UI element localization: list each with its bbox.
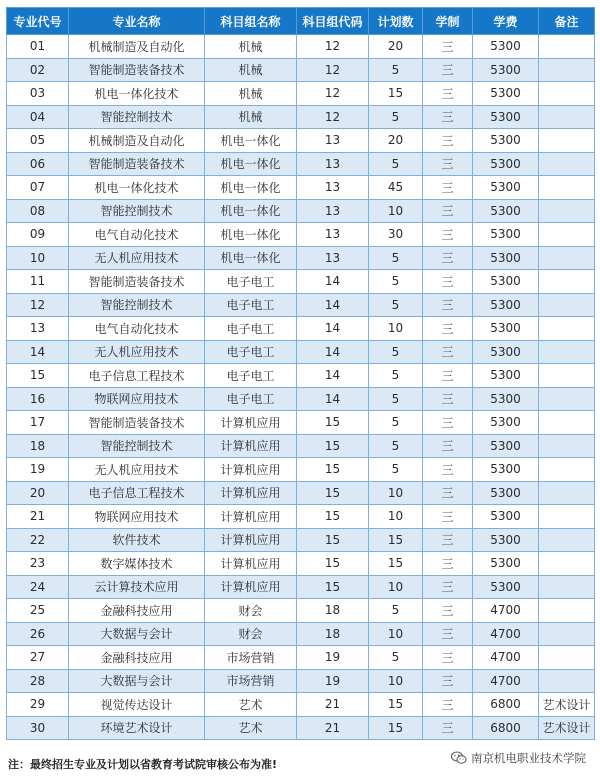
table-row [7,458,595,482]
subject-group-name-cell: 机械 [205,105,297,129]
plan-count-cell: 5 [369,434,423,458]
table-row [7,105,595,129]
remark-cell [539,58,595,82]
plan-count-cell: 5 [369,105,423,129]
study-years-cell: 三 [423,481,473,505]
remark-cell [539,622,595,646]
plan-count-cell: 15 [369,552,423,576]
subject-group-code-cell: 14 [297,387,369,411]
tuition-cell: 5300 [473,411,539,435]
tuition-cell: 5300 [473,575,539,599]
major-name-cell: 机械制造及自动化 [69,35,205,59]
major-code-cell: 11 [7,270,69,294]
major-name-cell: 智能控制技术 [69,293,205,317]
study-years-cell: 三 [423,646,473,670]
tuition-cell: 5300 [473,246,539,270]
subject-group-code-cell: 12 [297,105,369,129]
study-years-cell: 三 [423,458,473,482]
plan-count-cell: 20 [369,35,423,59]
table-row [7,176,595,200]
remark-cell [539,199,595,223]
table-row [7,82,595,106]
tuition-cell: 4700 [473,599,539,623]
major-name-cell: 金融科技应用 [69,646,205,670]
tuition-cell: 5300 [473,223,539,247]
subject-group-name-cell: 计算机应用 [205,481,297,505]
subject-group-code-cell: 15 [297,411,369,435]
plan-count-cell: 5 [369,340,423,364]
major-code-cell: 30 [7,716,69,740]
major-name-cell: 电子信息工程技术 [69,481,205,505]
major-name-cell: 智能控制技术 [69,105,205,129]
tuition-cell: 6800 [473,693,539,717]
table-row [7,270,595,294]
remark-cell [539,669,595,693]
major-code-cell: 02 [7,58,69,82]
table-row [7,716,595,740]
major-code-cell: 13 [7,317,69,341]
remark-cell: 艺术设计 [539,716,595,740]
study-years-cell: 三 [423,270,473,294]
tuition-cell: 4700 [473,669,539,693]
major-code-cell: 14 [7,340,69,364]
plan-count-cell: 20 [369,129,423,153]
major-name-cell: 机电一体化技术 [69,176,205,200]
plan-count-cell: 5 [369,293,423,317]
remark-cell [539,599,595,623]
major-name-cell: 金融科技应用 [69,599,205,623]
major-code-cell: 19 [7,458,69,482]
table-row [7,693,595,717]
table-row [7,646,595,670]
tuition-cell: 5300 [473,152,539,176]
subject-group-code-cell: 12 [297,58,369,82]
remark-cell [539,646,595,670]
study-years-cell: 三 [423,387,473,411]
table-row [7,434,595,458]
column-header: 备注 [539,8,595,35]
major-code-cell: 10 [7,246,69,270]
major-code-cell: 22 [7,528,69,552]
remark-cell [539,434,595,458]
subject-group-name-cell: 计算机应用 [205,505,297,529]
tuition-cell: 5300 [473,35,539,59]
plan-count-cell: 45 [369,176,423,200]
major-code-cell: 24 [7,575,69,599]
subject-group-name-cell: 电子电工 [205,293,297,317]
subject-group-name-cell: 机电一体化 [205,246,297,270]
remark-cell [539,505,595,529]
plan-count-cell: 5 [369,152,423,176]
subject-group-code-cell: 12 [297,35,369,59]
plan-count-cell: 10 [369,199,423,223]
column-header: 专业代号 [7,8,69,35]
wechat-icon [451,751,467,765]
table-row [7,223,595,247]
tuition-cell: 5300 [473,505,539,529]
major-name-cell: 电气自动化技术 [69,223,205,247]
study-years-cell: 三 [423,434,473,458]
major-name-cell: 无人机应用技术 [69,246,205,270]
subject-group-code-cell: 21 [297,693,369,717]
major-name-cell: 电子信息工程技术 [69,364,205,388]
study-years-cell: 三 [423,35,473,59]
tuition-cell: 5300 [473,364,539,388]
column-header: 学制 [423,8,473,35]
column-header: 科目组代码 [297,8,369,35]
study-years-cell: 三 [423,199,473,223]
study-years-cell: 三 [423,82,473,106]
remark-cell: 艺术设计 [539,693,595,717]
major-name-cell: 智能制造装备技术 [69,58,205,82]
study-years-cell: 三 [423,129,473,153]
subject-group-name-cell: 机械 [205,58,297,82]
column-header: 学费 [473,8,539,35]
subject-group-code-cell: 15 [297,552,369,576]
study-years-cell: 三 [423,176,473,200]
table-row [7,552,595,576]
remark-cell [539,575,595,599]
subject-group-name-cell: 计算机应用 [205,411,297,435]
column-header: 科目组名称 [205,8,297,35]
tuition-cell: 6800 [473,716,539,740]
major-name-cell: 智能制造装备技术 [69,270,205,294]
major-name-cell: 无人机应用技术 [69,458,205,482]
major-code-cell: 23 [7,552,69,576]
plan-count-cell: 10 [369,317,423,341]
table-row [7,152,595,176]
plan-count-cell: 15 [369,716,423,740]
major-name-cell: 无人机应用技术 [69,340,205,364]
remark-cell [539,552,595,576]
subject-group-code-cell: 18 [297,599,369,623]
subject-group-code-cell: 13 [297,176,369,200]
column-header: 专业名称 [69,8,205,35]
major-name-cell: 电气自动化技术 [69,317,205,341]
remark-cell [539,340,595,364]
subject-group-code-cell: 13 [297,129,369,153]
subject-group-code-cell: 15 [297,575,369,599]
subject-group-name-cell: 市场营销 [205,646,297,670]
subject-group-code-cell: 15 [297,505,369,529]
plan-count-cell: 10 [369,505,423,529]
subject-group-name-cell: 电子电工 [205,387,297,411]
plan-count-cell: 5 [369,458,423,482]
major-code-cell: 07 [7,176,69,200]
subject-group-name-cell: 机械 [205,82,297,106]
plan-count-cell: 10 [369,481,423,505]
subject-group-name-cell: 计算机应用 [205,552,297,576]
major-code-cell: 04 [7,105,69,129]
major-code-cell: 09 [7,223,69,247]
table-row [7,481,595,505]
table-row [7,58,595,82]
subject-group-code-cell: 13 [297,246,369,270]
plan-count-cell: 5 [369,599,423,623]
table-row [7,387,595,411]
major-code-cell: 15 [7,364,69,388]
study-years-cell: 三 [423,411,473,435]
major-name-cell: 视觉传达设计 [69,693,205,717]
major-code-cell: 01 [7,35,69,59]
major-name-cell: 物联网应用技术 [69,387,205,411]
subject-group-name-cell: 电子电工 [205,317,297,341]
study-years-cell: 三 [423,246,473,270]
subject-group-code-cell: 14 [297,270,369,294]
subject-group-name-cell: 市场营销 [205,669,297,693]
subject-group-name-cell: 机电一体化 [205,223,297,247]
remark-cell [539,246,595,270]
tuition-cell: 4700 [473,646,539,670]
study-years-cell: 三 [423,152,473,176]
study-years-cell: 三 [423,58,473,82]
major-name-cell: 云计算技术应用 [69,575,205,599]
subject-group-code-cell: 15 [297,528,369,552]
study-years-cell: 三 [423,505,473,529]
subject-group-name-cell: 电子电工 [205,270,297,294]
footnote: 注：最终招生专业及计划以省教育考试院审核公布为准! [8,758,278,771]
tuition-cell: 5300 [473,270,539,294]
tuition-cell: 5300 [473,82,539,106]
subject-group-name-cell: 机电一体化 [205,199,297,223]
major-name-cell: 智能控制技术 [69,434,205,458]
major-code-cell: 06 [7,152,69,176]
subject-group-code-cell: 19 [297,669,369,693]
remark-cell [539,152,595,176]
major-code-cell: 16 [7,387,69,411]
major-code-cell: 26 [7,622,69,646]
table-row [7,622,595,646]
remark-cell [539,82,595,106]
subject-group-code-cell: 21 [297,716,369,740]
plan-count-cell: 10 [369,669,423,693]
major-name-cell: 机械制造及自动化 [69,129,205,153]
table-header-row [7,8,595,35]
remark-cell [539,458,595,482]
tuition-cell: 5300 [473,293,539,317]
subject-group-name-cell: 艺术 [205,693,297,717]
plan-count-cell: 15 [369,693,423,717]
tuition-cell: 5300 [473,481,539,505]
table-row [7,411,595,435]
major-code-cell: 21 [7,505,69,529]
table-row [7,317,595,341]
remark-cell [539,293,595,317]
study-years-cell: 三 [423,575,473,599]
subject-group-name-cell: 电子电工 [205,364,297,388]
tuition-cell: 5300 [473,129,539,153]
major-name-cell: 机电一体化技术 [69,82,205,106]
table-row [7,340,595,364]
subject-group-code-cell: 15 [297,481,369,505]
table-row [7,129,595,153]
study-years-cell: 三 [423,340,473,364]
remark-cell [539,105,595,129]
major-name-cell: 智能制造装备技术 [69,152,205,176]
subject-group-name-cell: 计算机应用 [205,434,297,458]
plan-count-cell: 5 [369,646,423,670]
subject-group-name-cell: 电子电工 [205,340,297,364]
study-years-cell: 三 [423,599,473,623]
subject-group-name-cell: 财会 [205,599,297,623]
subject-group-code-cell: 14 [297,293,369,317]
plan-count-cell: 15 [369,82,423,106]
tuition-cell: 5300 [473,176,539,200]
watermark [451,750,586,766]
major-code-cell: 03 [7,82,69,106]
plan-count-cell: 5 [369,411,423,435]
remark-cell [539,481,595,505]
study-years-cell: 三 [423,528,473,552]
major-name-cell: 物联网应用技术 [69,505,205,529]
tuition-cell: 4700 [473,622,539,646]
study-years-cell: 三 [423,223,473,247]
subject-group-code-cell: 14 [297,317,369,341]
plan-count-cell: 5 [369,387,423,411]
subject-group-code-cell: 15 [297,434,369,458]
tuition-cell: 5300 [473,199,539,223]
table-row [7,199,595,223]
major-name-cell: 智能控制技术 [69,199,205,223]
subject-group-code-cell: 13 [297,152,369,176]
plan-count-cell: 30 [369,223,423,247]
remark-cell [539,364,595,388]
tuition-cell: 5300 [473,458,539,482]
subject-group-name-cell: 计算机应用 [205,528,297,552]
study-years-cell: 三 [423,317,473,341]
plan-count-cell: 10 [369,575,423,599]
major-code-cell: 28 [7,669,69,693]
table-row [7,669,595,693]
tuition-cell: 5300 [473,340,539,364]
tuition-cell: 5300 [473,387,539,411]
enrollment-table-container [6,7,594,740]
major-name-cell: 环境艺术设计 [69,716,205,740]
table-row [7,575,595,599]
major-name-cell: 大数据与会计 [69,669,205,693]
major-name-cell: 大数据与会计 [69,622,205,646]
plan-count-cell: 5 [369,58,423,82]
study-years-cell: 三 [423,552,473,576]
plan-count-cell: 15 [369,528,423,552]
study-years-cell: 三 [423,716,473,740]
study-years-cell: 三 [423,669,473,693]
table-row [7,293,595,317]
major-name-cell: 软件技术 [69,528,205,552]
subject-group-name-cell: 机电一体化 [205,152,297,176]
tuition-cell: 5300 [473,434,539,458]
table-row [7,599,595,623]
study-years-cell: 三 [423,622,473,646]
major-code-cell: 08 [7,199,69,223]
remark-cell [539,528,595,552]
major-code-cell: 27 [7,646,69,670]
column-header: 计划数 [369,8,423,35]
remark-cell [539,223,595,247]
watermark-text: 南京机电职业技术学院 [471,751,586,765]
plan-count-cell: 5 [369,364,423,388]
plan-count-cell: 5 [369,246,423,270]
major-code-cell: 18 [7,434,69,458]
subject-group-name-cell: 艺术 [205,716,297,740]
major-code-cell: 12 [7,293,69,317]
subject-group-code-cell: 12 [297,82,369,106]
study-years-cell: 三 [423,693,473,717]
subject-group-code-cell: 13 [297,199,369,223]
study-years-cell: 三 [423,293,473,317]
table-row [7,35,595,59]
table-row [7,528,595,552]
major-name-cell: 智能制造装备技术 [69,411,205,435]
subject-group-name-cell: 计算机应用 [205,458,297,482]
plan-count-cell: 10 [369,622,423,646]
subject-group-code-cell: 15 [297,458,369,482]
tuition-cell: 5300 [473,528,539,552]
subject-group-code-cell: 18 [297,622,369,646]
remark-cell [539,411,595,435]
major-name-cell: 数字媒体技术 [69,552,205,576]
table-body [7,35,595,740]
table-row [7,505,595,529]
subject-group-code-cell: 19 [297,646,369,670]
subject-group-name-cell: 财会 [205,622,297,646]
subject-group-code-cell: 14 [297,364,369,388]
subject-group-name-cell: 机电一体化 [205,129,297,153]
subject-group-name-cell: 机械 [205,35,297,59]
study-years-cell: 三 [423,105,473,129]
major-code-cell: 20 [7,481,69,505]
plan-count-cell: 5 [369,270,423,294]
subject-group-name-cell: 机电一体化 [205,176,297,200]
remark-cell [539,317,595,341]
table-row [7,364,595,388]
remark-cell [539,270,595,294]
tuition-cell: 5300 [473,552,539,576]
subject-group-code-cell: 13 [297,223,369,247]
subject-group-name-cell: 计算机应用 [205,575,297,599]
major-code-cell: 29 [7,693,69,717]
remark-cell [539,35,595,59]
table-row [7,246,595,270]
major-code-cell: 05 [7,129,69,153]
study-years-cell: 三 [423,364,473,388]
major-code-cell: 17 [7,411,69,435]
tuition-cell: 5300 [473,58,539,82]
remark-cell [539,387,595,411]
subject-group-code-cell: 14 [297,340,369,364]
remark-cell [539,176,595,200]
remark-cell [539,129,595,153]
enrollment-plan-table [6,7,595,740]
tuition-cell: 5300 [473,105,539,129]
tuition-cell: 5300 [473,317,539,341]
major-code-cell: 25 [7,599,69,623]
